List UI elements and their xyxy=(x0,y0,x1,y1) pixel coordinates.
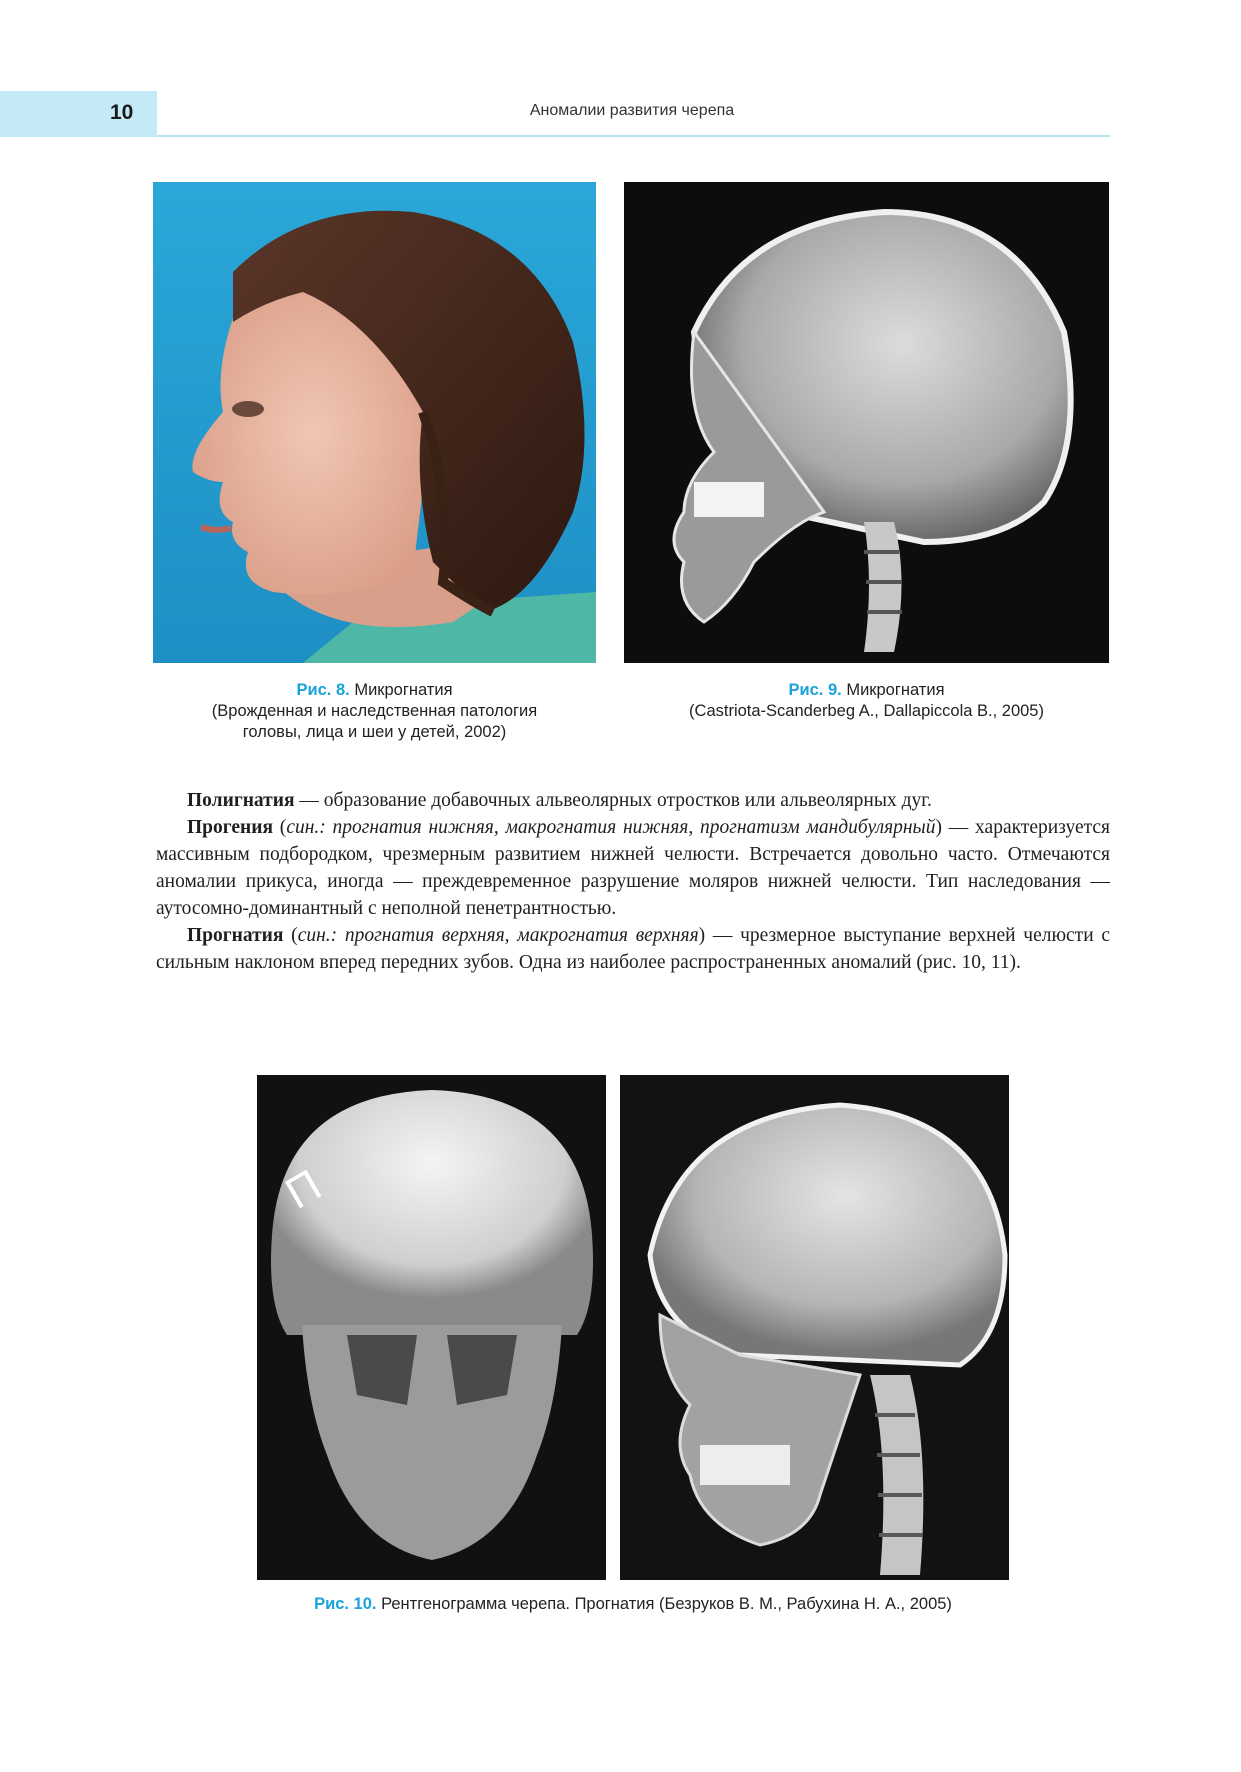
film-marker: П xyxy=(277,1160,330,1219)
paragraph-polygnathia xyxy=(156,787,1110,814)
prognathia-definition: ) — чрезмерное выступание верхней челюсти с сильным наклоном вперед передних зубов. Одна из наиболее распространенных аномалий (рис. 10, 11). xyxy=(156,925,1111,973)
figure-8-source-line-1: (Врожденная и наследственная патология xyxy=(211,702,538,720)
term-prognathia: Прогнатия xyxy=(187,925,284,946)
figure-9-title: Микрогнатия xyxy=(846,681,945,699)
prognathia-synonyms: син.: прогнатия верхняя, макрогнатия верхняя xyxy=(297,925,699,946)
polygnathia-definition: — образование добавочных альвеолярных отростков или альвеолярных дуг. xyxy=(294,790,932,811)
figure-8-title: Микрогнатия xyxy=(354,681,453,699)
paragraph-prognathia xyxy=(156,922,1110,976)
term-progenia: Прогения xyxy=(187,817,274,838)
figure-8-photo xyxy=(153,182,596,663)
page-number: 10 xyxy=(110,101,134,124)
figure-10-label: Рис. 10. xyxy=(314,1595,377,1613)
figure-10-xray-frontal xyxy=(257,1075,606,1580)
figure-9-label: Рис. 9. xyxy=(788,681,842,699)
prognathia-open-paren: ( xyxy=(283,925,298,946)
term-polygnathia: Полигнатия xyxy=(187,790,295,811)
progenia-open-paren: ( xyxy=(273,817,287,838)
figure-9-caption xyxy=(624,680,1109,722)
figure-9-xray xyxy=(624,182,1109,663)
main-text xyxy=(156,787,1110,976)
running-header-title: Аномалии развития черепа xyxy=(529,102,735,119)
figure-8-source-line-2: головы, лица и шеи у детей, 2002) xyxy=(242,723,507,741)
progenia-synonyms: син.: прогнатия нижняя, макрогнатия нижняя, прогнатизм мандибулярный xyxy=(286,817,936,838)
figure-10-xray-lateral xyxy=(620,1075,1009,1580)
figure-8-caption xyxy=(153,680,596,743)
paragraph-progenia xyxy=(156,814,1110,922)
figure-8-label: Рис. 8. xyxy=(296,681,350,699)
header-divider xyxy=(157,135,1110,137)
figure-9-caption-title-line xyxy=(624,680,1109,701)
figure-10-caption xyxy=(157,1594,1109,1615)
figure-10-divider xyxy=(606,1075,620,1580)
page-number-tab xyxy=(0,91,157,137)
figure-10-title: Рентгенограмма черепа. Прогнатия (Безруков В. М., Рабухина Н. А., 2005) xyxy=(381,1595,952,1613)
figure-8-caption-title-line xyxy=(153,680,596,701)
progenia-definition: ) — характеризуется массивным подбородком, чрезмерным развитием нижней челюсти. Встречается довольно часто. Отмечаются аномалии прикуса, иногда — преждевременное разрушение моляров нижней челюсти. Тип наследования — аутосомно-доминантный с неполной пенетрантностью. xyxy=(156,817,1111,919)
figure-9-source-line-1: (Castriota-Scanderbeg A., Dallapiccola B., 2005) xyxy=(689,702,1044,720)
